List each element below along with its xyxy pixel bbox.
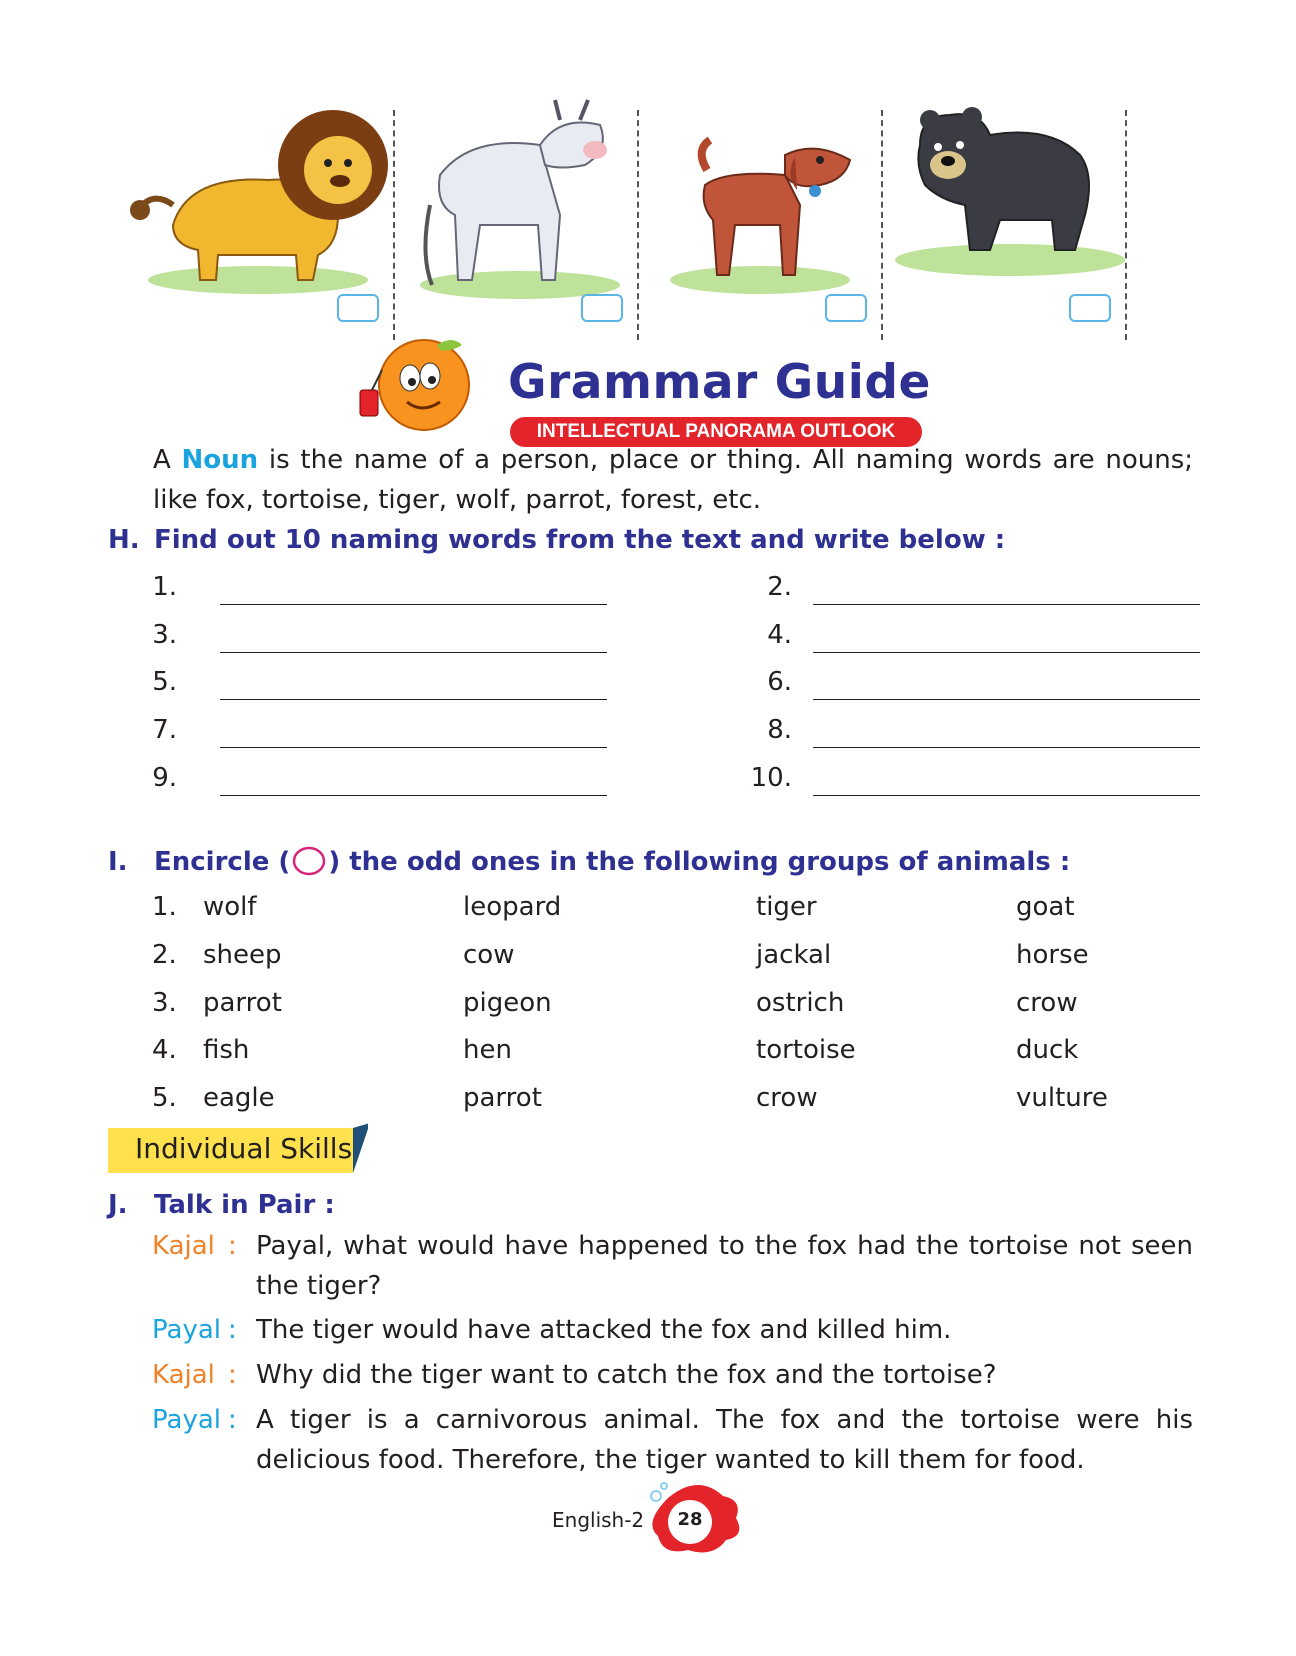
circle-icon bbox=[291, 845, 327, 877]
blank-item bbox=[730, 715, 792, 745]
divider bbox=[881, 110, 883, 340]
animal-word[interactable]: tortoise bbox=[756, 1035, 856, 1065]
noun-definition bbox=[153, 440, 1193, 520]
speaker-colon: : bbox=[228, 1405, 237, 1435]
item-number: 2. bbox=[767, 572, 792, 602]
animal-word[interactable]: leopard bbox=[463, 892, 562, 922]
speaker-name: Payal bbox=[152, 1315, 221, 1345]
animal-word[interactable]: wolf bbox=[203, 892, 257, 922]
animal-word[interactable]: duck bbox=[1016, 1035, 1079, 1065]
section-j-heading bbox=[108, 1190, 335, 1220]
answer-blank[interactable] bbox=[220, 652, 607, 653]
item-number: 10. bbox=[750, 763, 792, 793]
section-i-title-start: Encircle ( bbox=[154, 847, 291, 877]
book-title: English-2 bbox=[552, 1508, 645, 1532]
blank-item bbox=[115, 715, 177, 745]
section-h-heading bbox=[108, 525, 1005, 555]
grammar-guide-title: Grammar Guide bbox=[508, 355, 931, 410]
row-number: 5. bbox=[152, 1083, 177, 1113]
section-j-letter: J. bbox=[108, 1190, 128, 1220]
answer-blank[interactable] bbox=[813, 747, 1200, 748]
noun-keyword: Noun bbox=[181, 445, 259, 475]
blank-item bbox=[115, 763, 177, 793]
item-number: 6. bbox=[767, 667, 792, 697]
answer-blank[interactable] bbox=[220, 604, 607, 605]
answer-blank[interactable] bbox=[220, 747, 607, 748]
row-number: 2. bbox=[152, 940, 177, 970]
divider bbox=[637, 110, 639, 340]
speaker-colon: : bbox=[228, 1231, 237, 1261]
animal-word[interactable]: crow bbox=[756, 1083, 818, 1113]
dialogue-line: Payal, what would have happened to the fox had the tortoise not seen the tiger? bbox=[256, 1231, 1193, 1301]
dialogue-line: The tiger would have attacked the fox and killed him. bbox=[256, 1315, 952, 1345]
answer-box[interactable] bbox=[825, 294, 867, 322]
dialogue-line: Why did the tiger want to catch the fox and the tortoise? bbox=[256, 1360, 997, 1390]
speaker-name: Kajal bbox=[152, 1360, 215, 1390]
animal-word[interactable]: hen bbox=[463, 1035, 512, 1065]
divider bbox=[393, 110, 395, 340]
section-h-title: Find out 10 naming words from the text and write below : bbox=[154, 525, 1006, 555]
animal-word[interactable]: vulture bbox=[1016, 1083, 1108, 1113]
blank-item bbox=[730, 620, 792, 650]
animal-word[interactable]: ostrich bbox=[756, 988, 845, 1018]
blank-item bbox=[730, 667, 792, 697]
animal-word[interactable]: jackal bbox=[756, 940, 832, 970]
row-number: 3. bbox=[152, 988, 177, 1018]
dialogue-line: A tiger is a carnivorous animal. The fox and the tortoise were his delicious food. Therefore, the tiger wanted to kill them for food. bbox=[256, 1405, 1193, 1475]
grammar-guide-banner: INTELLECTUAL PANORAMA OUTLOOK bbox=[510, 417, 922, 447]
animal-word[interactable]: horse bbox=[1016, 940, 1089, 970]
animal-word[interactable]: pigeon bbox=[463, 988, 552, 1018]
blank-item bbox=[115, 572, 177, 602]
animal-word[interactable]: crow bbox=[1016, 988, 1078, 1018]
animal-word[interactable]: eagle bbox=[203, 1083, 275, 1113]
individual-skills-label: Individual Skills bbox=[135, 1132, 353, 1165]
answer-blank[interactable] bbox=[813, 604, 1200, 605]
noun-def-text: is the name of a person, place or thing. All naming words are nouns; like fox, tortoise, tiger, wolf, parrot, forest, etc. bbox=[153, 445, 1193, 515]
item-number: 7. bbox=[152, 715, 177, 745]
answer-blank[interactable] bbox=[813, 795, 1200, 796]
speaker-colon: : bbox=[228, 1360, 237, 1390]
answer-blank[interactable] bbox=[220, 795, 607, 796]
animal-word[interactable]: cow bbox=[463, 940, 515, 970]
animal-word[interactable]: fish bbox=[203, 1035, 250, 1065]
orange-mascot-icon bbox=[352, 330, 480, 434]
noun-def-prefix: A bbox=[153, 445, 182, 475]
blank-item bbox=[115, 667, 177, 697]
row-number: 1. bbox=[152, 892, 177, 922]
item-number: 3. bbox=[152, 620, 177, 650]
section-i-letter: I. bbox=[108, 847, 128, 877]
section-j-title: Talk in Pair : bbox=[154, 1190, 335, 1220]
page-number: 28 bbox=[677, 1509, 703, 1530]
speaker-name: Kajal bbox=[152, 1231, 215, 1261]
answer-blank[interactable] bbox=[220, 699, 607, 700]
animal-word[interactable]: tiger bbox=[756, 892, 817, 922]
animal-word[interactable]: parrot bbox=[203, 988, 282, 1018]
answer-box[interactable] bbox=[1069, 294, 1111, 322]
animal-word[interactable]: goat bbox=[1016, 892, 1075, 922]
item-number: 1. bbox=[152, 572, 177, 602]
animal-word[interactable]: sheep bbox=[203, 940, 282, 970]
section-i-heading bbox=[108, 845, 1070, 877]
section-i-title-end: ) the odd ones in the following groups of animals : bbox=[328, 847, 1071, 877]
blank-item bbox=[720, 763, 792, 793]
item-number: 5. bbox=[152, 667, 177, 697]
item-number: 9. bbox=[152, 763, 177, 793]
answer-box[interactable] bbox=[581, 294, 623, 322]
section-h-letter: H. bbox=[108, 525, 140, 555]
answer-box[interactable] bbox=[337, 294, 379, 322]
animal-word[interactable]: parrot bbox=[463, 1083, 542, 1113]
speaker-name: Payal bbox=[152, 1405, 221, 1435]
divider bbox=[1125, 110, 1127, 340]
blank-item bbox=[730, 572, 792, 602]
answer-blank[interactable] bbox=[813, 652, 1200, 653]
blank-item bbox=[115, 620, 177, 650]
item-number: 4. bbox=[767, 620, 792, 650]
row-number: 4. bbox=[152, 1035, 177, 1065]
speaker-colon: : bbox=[228, 1315, 237, 1345]
item-number: 8. bbox=[767, 715, 792, 745]
answer-blank[interactable] bbox=[813, 699, 1200, 700]
